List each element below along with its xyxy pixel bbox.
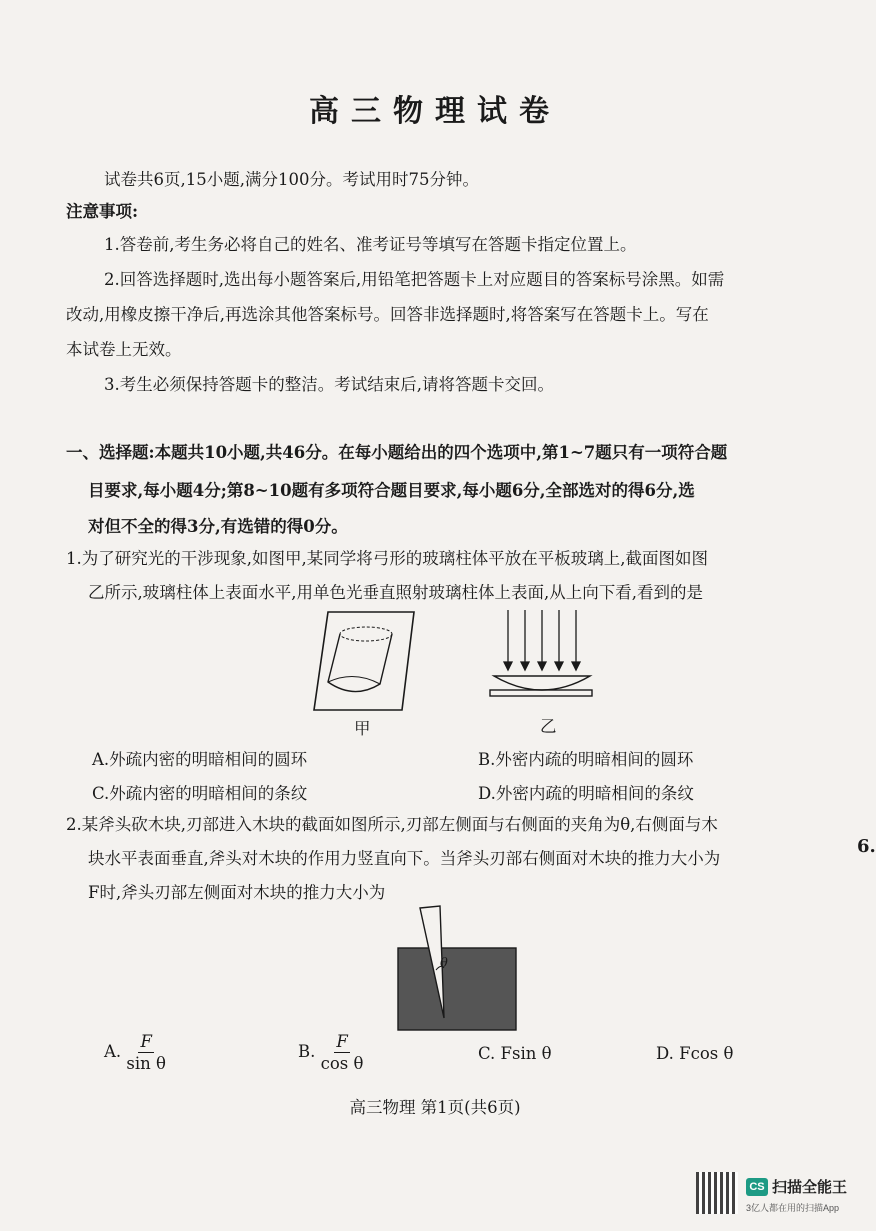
q2-option-b-fraction	[321, 1032, 364, 1073]
qr-code-icon	[696, 1172, 738, 1214]
q1-option-a[interactable]: A.外疏内密的明暗相间的圆环	[92, 750, 308, 769]
q2-option-b-prefix: B.	[298, 1042, 316, 1061]
q2-stem-line-1: 2.某斧头砍木块,刃部进入木块的截面如图所示,刃部左侧面与右侧面的夹角为θ,右侧面与木	[66, 815, 718, 834]
camscanner-logo: CS	[746, 1178, 768, 1196]
cylinder-top-ellipse	[340, 627, 392, 641]
page-title: 高三物理试卷	[309, 94, 561, 129]
q2-option-a-numerator: F	[140, 1032, 152, 1051]
q2-option-a[interactable]	[104, 1032, 166, 1073]
flat-plate	[490, 690, 592, 696]
q1-figure-a	[306, 604, 426, 714]
cylinder-bottom-edge	[328, 676, 380, 684]
page-footer: 高三物理 第1页(共6页)	[349, 1098, 521, 1117]
q2-option-b[interactable]	[298, 1032, 363, 1073]
wood-block	[398, 948, 516, 1030]
q1-option-b[interactable]: B.外密内疏的明暗相间的圆环	[478, 750, 694, 769]
notice-item-2-line-1: 2.回答选择题时,选出每小题答案后,用铅笔把答题卡上对应题目的答案标号涂黑。如需	[104, 270, 725, 289]
q1-figure-b-label: 乙	[540, 717, 557, 736]
q2-stem-line-2: 块水平表面垂直,斧头对木块的作用力竖直向下。当斧头刃部右侧面对木块的推力大小为	[88, 849, 721, 868]
q2-option-b-denominator: cos θ	[320, 1054, 364, 1073]
q1-figure-a-label: 甲	[354, 719, 371, 738]
angle-label: θ	[440, 956, 448, 971]
edge-mark: 6.	[857, 836, 876, 857]
q2-option-a-prefix: A.	[104, 1042, 122, 1061]
q1-option-d[interactable]: D.外密内疏的明暗相间的条纹	[478, 784, 694, 803]
q2-option-c[interactable]: C. Fsin θ	[478, 1044, 552, 1063]
camscanner-name: 扫描全能王	[772, 1179, 848, 1196]
notice-item-2-line-3: 本试卷上无效。	[66, 340, 182, 359]
section-1-line-2: 目要求,每小题4分;第8~10题有多项符合题目要求,每小题6分,全部选对的得6分,选	[88, 481, 695, 500]
q2-option-a-fraction	[126, 1032, 166, 1073]
section-1-line-3: 对但不全的得3分,有选错的得0分。	[88, 517, 348, 536]
cylinder-body	[328, 634, 392, 692]
notice-heading: 注意事项:	[66, 202, 139, 221]
q2-option-d[interactable]: D. Fcos θ	[656, 1044, 734, 1063]
q2-option-b-numerator: F	[336, 1032, 348, 1051]
q1-figure-b	[486, 608, 594, 712]
q1-stem-line-2: 乙所示,玻璃柱体上表面水平,用单色光垂直照射玻璃柱体上表面,从上向下看,看到的是	[88, 583, 703, 602]
lens-cross-section	[494, 676, 590, 690]
notice-item-1: 1.答卷前,考生务必将自己的姓名、准考证号等填写在答题卡指定位置上。	[104, 235, 637, 254]
q1-stem-line-1: 1.为了研究光的干涉现象,如图甲,某同学将弓形的玻璃柱体平放在平板玻璃上,截面图如图	[66, 549, 708, 568]
q2-option-a-denominator: sin θ	[126, 1054, 166, 1073]
q1-option-c[interactable]: C.外疏内密的明暗相间的条纹	[92, 784, 308, 803]
exam-intro: 试卷共6页,15小题,满分100分。考试用时75分钟。	[104, 170, 479, 189]
camscanner-tagline: 3亿人都在用的扫描App	[746, 1203, 840, 1213]
notice-item-2-line-2: 改动,用橡皮擦干净后,再选涂其他答案标号。回答非选择题时,将答案写在答题卡上。写在	[66, 305, 709, 324]
q2-axe-figure	[386, 904, 526, 1036]
q2-stem-line-3: F时,斧头刃部左侧面对木块的推力大小为	[88, 883, 386, 902]
section-1-line-1: 一、选择题:本题共10小题,共46分。在每小题给出的四个选项中,第1~7题只有一项符合题	[66, 443, 728, 462]
notice-item-3: 3.考生必须保持答题卡的整洁。考试结束后,请将答题卡交回。	[104, 375, 554, 394]
